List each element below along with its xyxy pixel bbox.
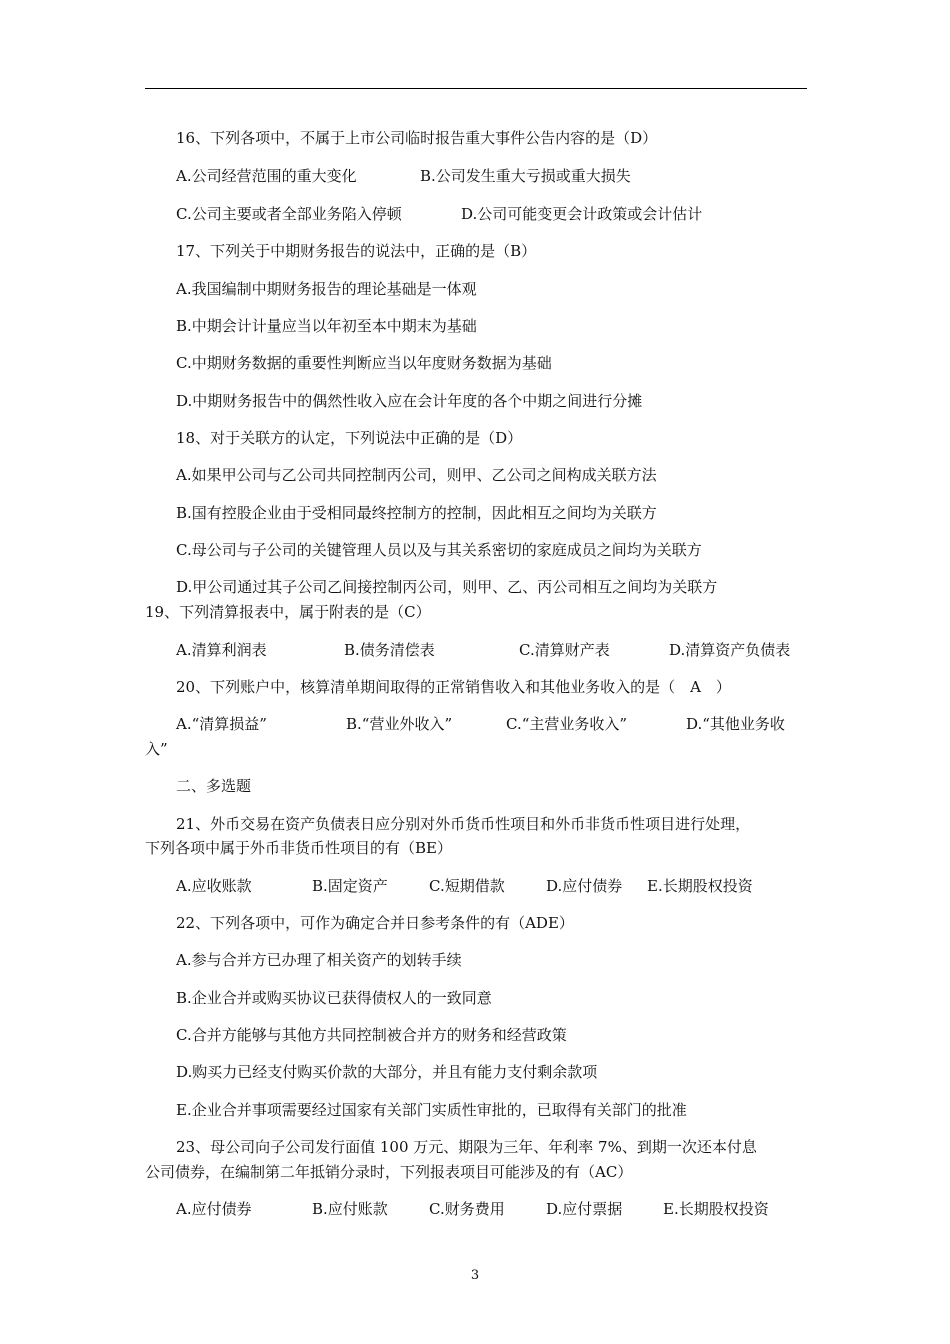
question-18-option-d: D.甲公司通过其子公司乙间接控制丙公司，则甲、乙、丙公司相互之间均为关联方 — [176, 578, 718, 596]
question-19-option-c: C.清算财产表 — [519, 641, 610, 659]
question-22-stem: 22、下列各项中，可作为确定合并日参考条件的有（ADE） — [176, 914, 574, 932]
question-21-option-e: E.长期股权投资 — [647, 877, 753, 895]
question-21-options — [176, 876, 753, 896]
question-20-option-c: C.“主营业务收入” — [506, 715, 628, 733]
question-16-option-c: C.公司主要或者全部业务陷入停顿 — [176, 205, 402, 223]
question-18-option-a: A.如果甲公司与乙公司共同控制丙公司，则甲、乙公司之间构成关联方法 — [176, 466, 657, 484]
question-22-option-a: A.参与合并方已办理了相关资产的划转手续 — [176, 951, 462, 969]
question-23-stem-line1: 23、母公司向子公司发行面值 100 万元、期限为三年、年利率 7%、到期一次还本付息 — [176, 1138, 757, 1156]
question-16-option-d: D.公司可能变更会计政策或会计估计 — [461, 205, 703, 223]
question-19-option-d: D.清算资产负债表 — [669, 641, 791, 659]
question-16-option-a: A.公司经营范围的重大变化 — [176, 167, 357, 185]
question-22-option-e: E.企业合并事项需要经过国家有关部门实质性审批的，已取得有关部门的批准 — [176, 1101, 687, 1119]
question-17-option-d: D.中期财务报告中的偶然性收入应在会计年度的各个中期之间进行分摊 — [176, 392, 643, 410]
question-19-stem: 19、下列清算报表中，属于附表的是（C） — [145, 603, 431, 621]
question-20-stem: 20、下列账户中，核算清单期间取得的正常销售收入和其他业务收入的是（ A ） — [176, 678, 731, 696]
question-16-option-b: B.公司发生重大亏损或重大损失 — [420, 167, 631, 185]
question-17-option-c: C.中期财务数据的重要性判断应当以年度财务数据为基础 — [176, 354, 552, 372]
question-19-option-b: B.债务清偿表 — [344, 641, 435, 659]
question-23-option-e: E.长期股权投资 — [663, 1200, 769, 1218]
question-23-option-a: A.应付债券 — [176, 1200, 252, 1218]
page-number: 3 — [470, 1268, 480, 1283]
question-23-options — [176, 1199, 769, 1219]
question-18-option-b: B.国有控股企业由于受相同最终控制方的控制，因此相互之间均为关联方 — [176, 504, 657, 522]
question-22-option-b: B.企业合并或购买协议已获得债权人的一致同意 — [176, 989, 492, 1007]
question-23-option-b: B.应付账款 — [312, 1200, 388, 1218]
header-rule — [145, 88, 807, 89]
question-20-option-a: A.“清算损益” — [176, 715, 267, 733]
question-23-stem-line2: 公司债券，在编制第二年抵销分录时，下列报表项目可能涉及的有（AC） — [145, 1163, 633, 1181]
question-23-option-d: D.应付票据 — [546, 1200, 623, 1218]
question-21-option-d: D.应付债券 — [546, 877, 623, 895]
question-17-option-b: B.中期会计计量应当以年初至本中期末为基础 — [176, 317, 477, 335]
question-19-options — [176, 640, 790, 660]
question-21-stem-line1: 21、外币交易在资产负债表日应分别对外币货币性项目和外币非货币性项目进行处理， — [176, 815, 751, 833]
question-21-stem-line2: 下列各项中属于外币非货币性项目的有（BE） — [145, 839, 452, 857]
question-21-option-c: C.短期借款 — [429, 877, 505, 895]
question-20-option-d-wrap: 入” — [145, 740, 168, 758]
question-22-option-d: D.购买力已经支付购买价款的大部分，并且有能力支付剩余款项 — [176, 1063, 598, 1081]
question-20-option-b: B.“营业外收入” — [346, 715, 453, 733]
question-18-option-c: C.母公司与子公司的关键管理人员以及与其关系密切的家庭成员之间均为关联方 — [176, 541, 702, 559]
question-20-option-d: D.“其他业务收 — [686, 715, 785, 733]
section-title: 二、多选题 — [176, 777, 252, 795]
question-16-stem: 16、下列各项中，不属于上市公司临时报告重大事件公告内容的是（D） — [176, 129, 658, 147]
question-16-options-cd — [176, 204, 702, 224]
question-23-option-c: C.财务费用 — [429, 1200, 505, 1218]
question-21-option-b: B.固定资产 — [312, 877, 388, 895]
question-17-stem: 17、下列关于中期财务报告的说法中，正确的是（B） — [176, 242, 537, 260]
question-20-options — [176, 714, 785, 734]
question-19-option-a: A.清算利润表 — [176, 641, 267, 659]
question-22-option-c: C.合并方能够与其他方共同控制被合并方的财务和经营政策 — [176, 1026, 567, 1044]
question-18-stem: 18、对于关联方的认定，下列说法中正确的是（D） — [176, 429, 523, 447]
question-17-option-a: A.我国编制中期财务报告的理论基础是一体观 — [176, 280, 477, 298]
question-16-options-ab — [176, 166, 631, 186]
question-21-option-a: A.应收账款 — [176, 877, 252, 895]
